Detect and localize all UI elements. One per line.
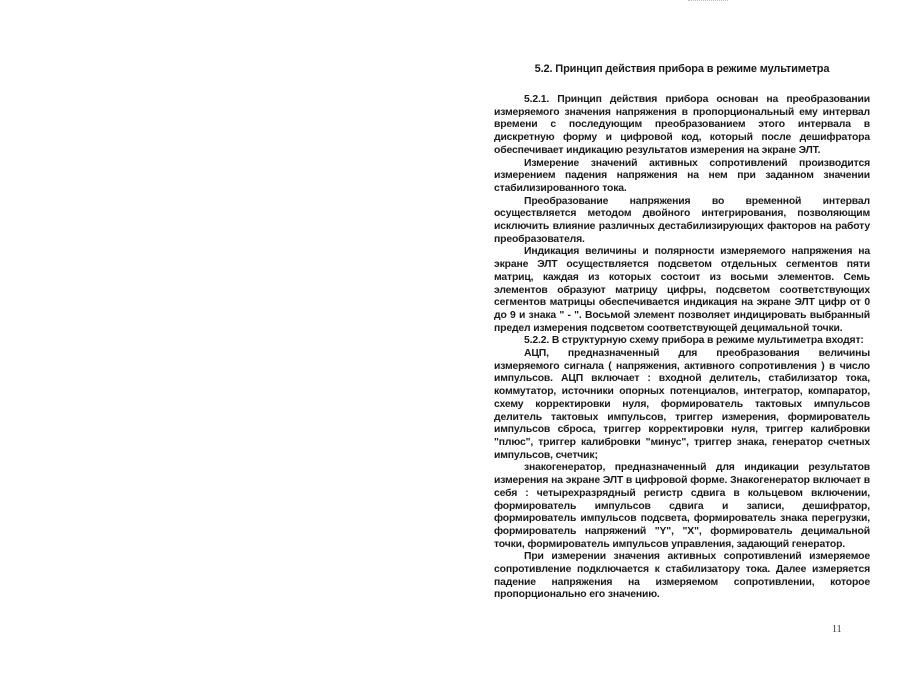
- paragraph-indication: Индикация величины и полярности измеряемого напряжения на экране ЭЛТ осуществляется подсветом отдельных сегментов пяти матриц, каждая из которых состоит из восьми элементов. Семь элементов образуют матрицу цифры, подсветом соответствующих сегментов матрицы обеспечивается индикация на экране ЭЛТ цифр от 0 до 9 и знака " - ". Восьмой элемент позволяет индицировать выбранный предел измерения подсветом соответствующей децимальной точки.: [494, 246, 870, 334]
- scan-artifact: [688, 0, 728, 4]
- paragraph-conversion: Преобразование напряжения во временной интервал осуществляется методом двойного интегрирования, позволяющим исключить влияние различных дестабилизирующих факторов на работу преобразователя.: [494, 195, 870, 245]
- section-heading: 5.2. Принцип действия прибора в режиме мультиметра: [534, 63, 830, 75]
- page-number: 11: [832, 624, 842, 635]
- paragraph-resistance-procedure: При измерении значения активных сопротивлений измеряемое сопротивление подключается к стабилизатору тока. Далее измеряется падение напряжения на измеряемом сопротивлении, которое пропорционально его значению.: [494, 551, 870, 601]
- paragraph-principle: 5.2.1. Принцип действия прибора основан на преобразовании измеряемого значения напряжения в пропорциональный ему интервал времени с последующим преобразованием этого интервала в дискретную форму и цифровой код, который после дешифратора обеспечивает индикацию результатов измерения на экране ЭЛТ.: [494, 94, 870, 156]
- paragraph-character-generator: знакогенератор, предназначенный для индикации результатов измерения на экране ЭЛТ в цифровой форме. Знакогенератор включает в себя : четырехразрядный регистр сдвига в кольцевом включении, формирователь импульсов сдвига и записи, дешифратор, формирователь импульсов подсвета, формирователь знака перегрузки, формирователь напряжений "Y", "X", формирователь децимальной точки, формирователь импульсов управления, задающий генератор.: [494, 462, 870, 550]
- paragraph-adc: АЦП, предназначенный для преобразования величины измеряемого сигнала ( напряжения, активного сопротивления ) в число импульсов. АЦП включает : входной делитель, стабилизатор тока, коммутатор, источники опорных потенциалов, интегратор, компаратор, схему корректировки нуля, формирователь тактовых импульсов делитель тактовых импульсов, триггер измерения, формирователь импульсов сброса, триггер корректировки нуля, триггер калибровки "плюс", триггер калибровки "минус", триггер знака, генератор счетных импульсов, счетчик;: [494, 348, 870, 461]
- document-body: [494, 62, 870, 602]
- paragraph-resistance-measurement: Измерение значений активных сопротивлений производится измерением падения напряжения на нем при заданном значении стабилизированного тока.: [494, 157, 870, 194]
- paragraph-structure-intro: 5.2.2. В структурную схему прибора в режиме мультиметра входят:: [524, 335, 864, 347]
